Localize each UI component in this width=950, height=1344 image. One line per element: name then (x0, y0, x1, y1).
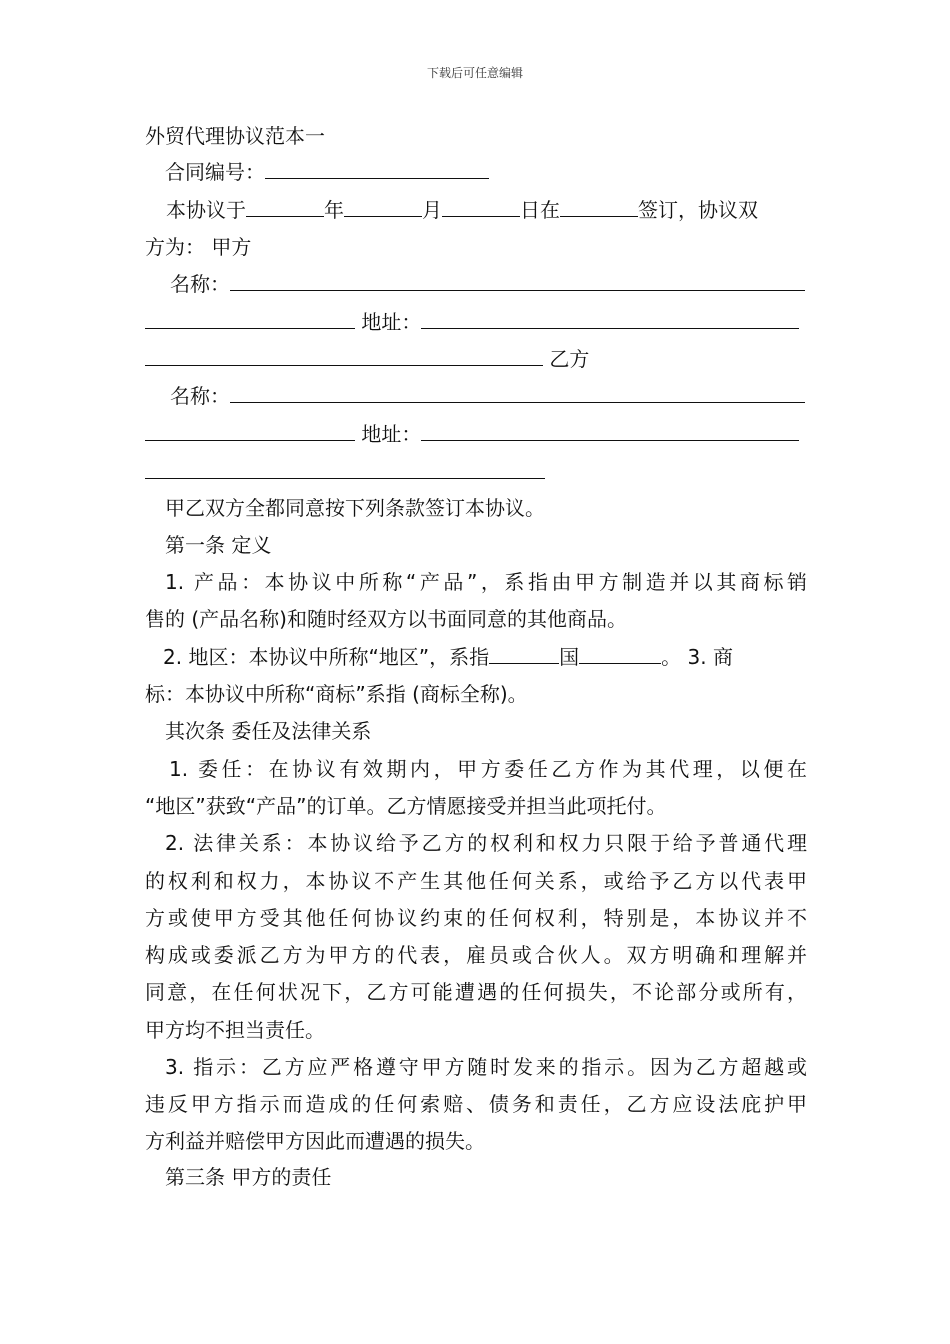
article-2-title: 其次条 委任及法律关系 (165, 719, 372, 743)
year-blank (246, 196, 324, 217)
art2-p2-line4: 构成或委派乙方为甲方的代表，雇员或合伙人。双方明确和理解并 (145, 943, 807, 967)
party-a-name-line (170, 270, 950, 298)
party-b-address-cont-line (145, 458, 950, 486)
party-a-address-line (145, 308, 950, 336)
contract-no-line (165, 158, 950, 186)
date-prefix: 本协议于 (166, 198, 246, 222)
day-label: 日在 (520, 198, 560, 222)
party-b-name-blank-cont (145, 420, 355, 441)
art2-p3-line1: 3. 指示：乙方应严格遵守甲方随时发来的指示。因为乙方超越或 (165, 1055, 807, 1079)
date-line (166, 196, 950, 224)
art2-p1-line2: “地区”获致“产品”的订单。乙方情愿接受并担当此项托付。 (145, 794, 667, 818)
country-label: 国 (559, 645, 580, 669)
art2-p2-line5: 同意，在任何状况下，乙方可能遭遇的任何损失，不论部分或所有， (145, 980, 807, 1004)
agreement-statement: 甲乙双方全都同意按下列条款签订本协议。 (165, 496, 545, 520)
doc-title: 外贸代理协议范本一 (145, 124, 325, 148)
art1-p2-line2: 标：本协议中所称“商标”系指 (商标全称)。 (145, 682, 528, 706)
year-label: 年 (324, 198, 344, 222)
party-b-name-blank (230, 382, 805, 403)
party-b-name-label: 名称： (170, 384, 230, 408)
item-3-start: 。 3. 商 (661, 645, 733, 669)
art2-p2-line2: 的权利和权力，本协议不产生其他任何关系，或给予乙方以代表甲 (145, 869, 807, 893)
party-a-address-blank-cont (145, 345, 543, 366)
art2-p2-line3: 方或使甲方受其他任何协议约束的任何权利，特别是，本协议并不 (145, 906, 807, 930)
party-b-address-blank-cont (145, 458, 545, 479)
date-suffix: 签订，协议双 (638, 198, 758, 222)
art2-p3-line2: 违反甲方指示而造成的任何索赔、债务和责任，乙方应设法庇护甲 (145, 1092, 807, 1116)
party-b-address-line (145, 420, 950, 448)
month-label: 月 (422, 198, 442, 222)
contract-no-label: 合同编号： (165, 160, 265, 184)
header-note: 下载后可任意编辑 (426, 66, 523, 80)
party-b-title: 乙方 (549, 347, 590, 371)
art1-p1-line1: 1. 产品：本协议中所称“产品”，系指由甲方制造并以其商标销 (165, 570, 807, 594)
party-a-name-label: 名称： (170, 272, 230, 296)
party-b-address-label: 地址： (361, 422, 422, 446)
party-b-title-line (145, 345, 950, 373)
day-blank (442, 196, 520, 217)
country-blank (579, 643, 661, 664)
party-b-name-line (170, 382, 950, 410)
art1-p1-line2: 售的 (产品名称)和随时经双方以书面同意的其他商品。 (145, 607, 627, 631)
art2-p2-line1: 2. 法律关系：本协议给予乙方的权利和权力只限于给予普通代理 (165, 831, 807, 855)
parties-intro: 方为： 甲方 (145, 235, 252, 259)
party-a-name-blank-cont (145, 308, 355, 329)
party-a-name-blank (230, 270, 805, 291)
party-a-address-blank (421, 308, 799, 329)
article-1-title: 第一条 定义 (165, 533, 272, 557)
region-label: 2. 地区：本协议中所称“地区”，系指 (163, 645, 490, 669)
month-blank (344, 196, 422, 217)
article-3-title: 第三条 甲方的责任 (165, 1165, 332, 1189)
art2-p2-line6: 甲方均不担当责任。 (145, 1018, 325, 1042)
art2-p1-line1: 1. 委任：在协议有效期内，甲方委任乙方作为其代理，以便在 (169, 757, 807, 781)
contract-no-blank (265, 158, 489, 179)
art1-p2-line1 (163, 643, 950, 671)
region-blank (489, 643, 559, 664)
party-b-address-blank (421, 420, 799, 441)
party-a-address-label: 地址： (361, 310, 422, 334)
art2-p3-line3: 方利益并赔偿甲方因此而遭遇的损失。 (145, 1129, 485, 1153)
place-blank (560, 196, 638, 217)
